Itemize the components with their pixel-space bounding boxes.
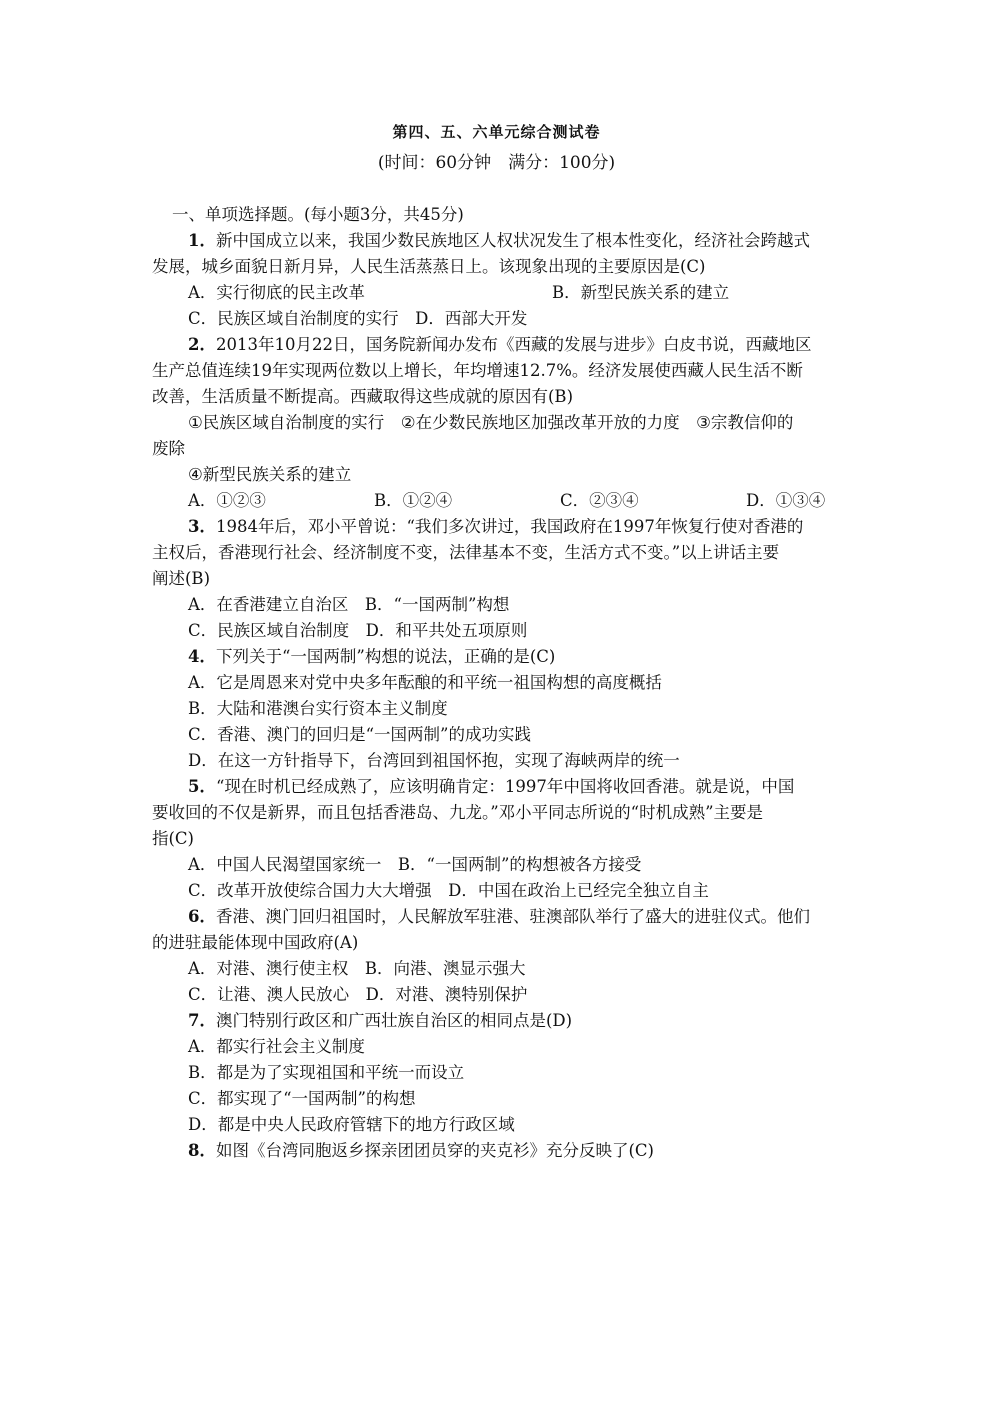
question-7-line-1: 7．澳门特别行政区和广西壮族自治区的相同点是(D)	[188, 1011, 573, 1030]
question-6-number: 6．	[188, 907, 216, 926]
question-7-option-d: D．都是中央人民政府管辖下的地方行政区域	[188, 1115, 515, 1134]
question-3-line-3: 阐述(B)	[152, 569, 210, 588]
question-4-option-c: C．香港、澳门的回归是“一国两制”的成功实践	[188, 725, 531, 744]
question-4-option-d: D．在这一方针指导下，台湾回到祖国怀抱，实现了海峡两岸的统一	[188, 751, 680, 770]
question-4-number: 4．	[188, 647, 216, 666]
question-7-option-a: A．都实行社会主义制度	[188, 1037, 365, 1056]
question-1-line-2: 发展，城乡面貌日新月异，人民生活蒸蒸日上。该现象出现的主要原因是(C)	[152, 257, 706, 276]
question-2-line-1: 2．2013年10月22日，国务院新闻办发布《西藏的发展与进步》白皮书说，西藏地区	[188, 335, 812, 354]
question-3-options-row-2: C．民族区域自治制度 D．和平共处五项原则	[188, 621, 528, 640]
question-1-options-row-1	[152, 280, 844, 306]
question-5-number: 5．	[188, 777, 216, 796]
question-8-line-1: 8．如图《台湾同胞返乡探亲团团员穿的夹克衫》充分反映了(C)	[188, 1141, 654, 1160]
page-title: 第四、五、六单元综合测试卷	[392, 123, 601, 141]
question-1-line-1: 1．新中国成立以来，我国少数民族地区人权状况发生了根本性变化，经济社会跨越式	[188, 231, 810, 250]
question-7-option-b: B．都是为了实现祖国和平统一而设立	[188, 1063, 465, 1082]
question-2-item-line-2: 废除	[152, 439, 185, 458]
question-4-option-b: B．大陆和港澳台实行资本主义制度	[188, 699, 448, 718]
question-list	[152, 202, 844, 1164]
question-5-options-row-1: A．中国人民渴望国家统一 B．“一国两制”的构想被各方接受	[188, 855, 642, 874]
section-heading: 一、单项选择题。(每小题3分，共45分)	[172, 205, 464, 224]
question-1-option-a: A．实行彻底的民主改革	[188, 283, 365, 302]
question-5-line-2: 要收回的不仅是新界，而且包括香港岛、九龙。”邓小平同志所说的“时机成熟”主要是	[152, 803, 764, 822]
question-4-option-a: A．它是周恩来对党中央多年酝酿的和平统一祖国构想的高度概括	[188, 673, 662, 692]
question-2-line-2: 生产总值连续19年实现两位数以上增长，年均增速12.7%。经济发展使西藏人民生活不断	[152, 361, 803, 380]
question-3-options-row-1: A．在香港建立自治区 B．“一国两制”构想	[188, 595, 510, 614]
question-6-options-row-2: C．让港、澳人民放心 D．对港、澳特别保护	[188, 985, 528, 1004]
question-3-line-1: 3．1984年后，邓小平曾说：“我们多次讲过，我国政府在1997年恢复行使对香港的	[188, 517, 804, 536]
question-6-options-row-1: A．对港、澳行使主权 B．向港、澳显示强大	[188, 959, 526, 978]
question-2-item-line-3: ④新型民族关系的建立	[188, 465, 352, 484]
question-1-option-b: B．新型民族关系的建立	[552, 283, 730, 302]
question-2-option-c: C．②③④	[560, 491, 639, 510]
question-5-line-1: 5．“现在时机已经成熟了，应该明确肯定：1997年中国将收回香港。就是说，中国	[188, 777, 795, 796]
question-2-line-3: 改善，生活质量不断提高。西藏取得这些成就的原因有(B)	[152, 387, 573, 406]
question-5-line-3: 指(C)	[152, 829, 194, 848]
question-5-options-row-2: C．改革开放使综合国力大大增强 D．中国在政治上已经完全独立自主	[188, 881, 709, 900]
question-3-line-2: 主权后，香港现行社会、经济制度不变，法律基本不变，生活方式不变。”以上讲话主要	[152, 543, 780, 562]
question-3-number: 3．	[188, 517, 216, 536]
question-2-option-a: A．①②③	[188, 491, 266, 510]
question-8-number: 8．	[188, 1141, 216, 1160]
question-7-option-c: C．都实现了“一国两制”的构想	[188, 1089, 416, 1108]
page-subtitle: (时间：60分钟 满分：100分)	[377, 153, 616, 173]
question-4-line-1: 4．下列关于“一国两制”构想的说法，正确的是(C)	[188, 647, 556, 666]
question-2-number: 2．	[188, 335, 216, 354]
question-6-line-1: 6．香港、澳门回归祖国时，人民解放军驻港、驻澳部队举行了盛大的进驻仪式。他们	[188, 907, 810, 926]
question-2-option-d: D．①③④	[746, 491, 826, 510]
question-2-item-line-1: ①民族区域自治制度的实行 ②在少数民族地区加强改革开放的力度 ③宗教信仰的	[188, 413, 794, 432]
question-6-line-2: 的进驻最能体现中国政府(A)	[152, 933, 359, 952]
question-1-options-row-2: C．民族区域自治制度的实行 D．西部大开发	[188, 309, 528, 328]
question-2-option-b: B．①②④	[374, 491, 453, 510]
question-7-number: 7．	[188, 1011, 216, 1030]
question-1-number: 1．	[188, 231, 216, 250]
question-2-options	[152, 488, 844, 514]
